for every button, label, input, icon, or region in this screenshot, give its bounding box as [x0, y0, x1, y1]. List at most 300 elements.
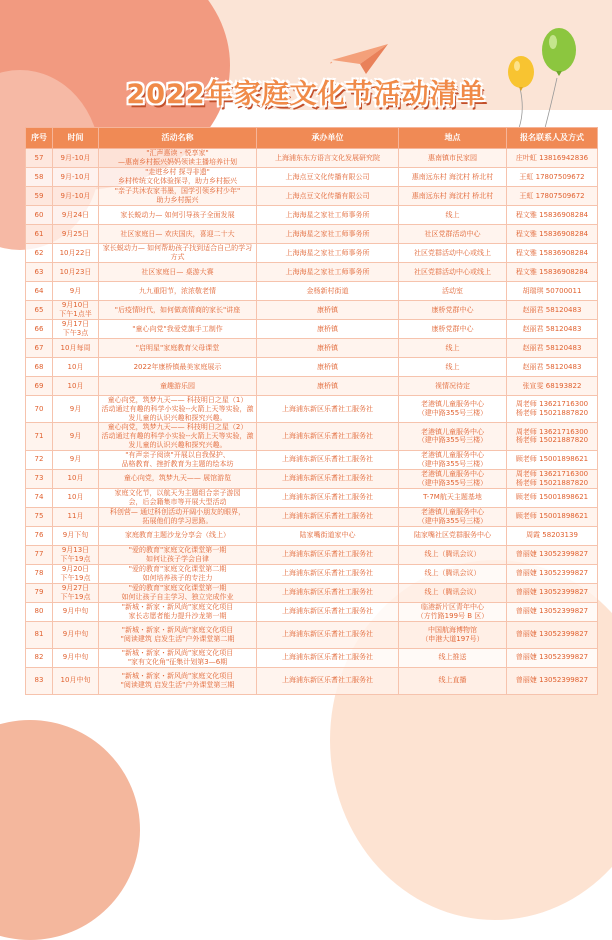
- cell-organizer: [257, 507, 399, 526]
- header-location: 地点: [399, 128, 507, 149]
- cell-location-line: 老港镇儿童服务中心: [421, 400, 484, 409]
- cell-contact-line: 程文雅 15836908284: [515, 267, 589, 276]
- cell-activity-name-line: 家长蜕动力— 如何帮助孩子找到适合自己的学习方式: [102, 244, 253, 261]
- cell-time-line: 9月10日: [61, 301, 90, 310]
- cell-location-line: 社区党群活动中心或线上: [414, 248, 491, 257]
- cell-location-line: （建中路355号三楼）: [417, 409, 488, 418]
- cell-time-line: 9月27日: [61, 583, 90, 592]
- cell-organizer: [257, 206, 399, 225]
- cell-number: 57: [26, 149, 53, 168]
- cell-contact: [507, 507, 598, 526]
- cell-activity-name-line: "新城・新家・新风尚"家庭文化项目: [121, 602, 234, 611]
- cell-contact-line: 杨老师 15021887820: [515, 409, 589, 418]
- cell-time: [53, 358, 99, 377]
- cell-contact: [507, 583, 598, 602]
- cell-contact: [507, 621, 598, 648]
- cell-contact: [507, 602, 598, 621]
- cell-activity-name: [99, 358, 257, 377]
- cell-location-line: 线上直播: [438, 676, 467, 685]
- cell-time: [53, 667, 99, 694]
- cell-organizer-line: 上海海星之家社工师事务所: [285, 248, 370, 257]
- cell-contact-line: 周老师 13621716300: [515, 427, 589, 436]
- cell-location: [399, 450, 507, 469]
- cell-organizer: [257, 526, 399, 545]
- cell-location: [399, 545, 507, 564]
- cell-contact-line: 顾老师 15001898621: [515, 493, 589, 502]
- cell-location: [399, 244, 507, 263]
- cell-activity-name-line: "亲子共沐农家书墨，国学引领乡村少年": [114, 187, 241, 196]
- cell-location: [399, 149, 507, 168]
- cell-location-line: （建中路355号三楼）: [417, 516, 488, 525]
- cell-activity-name: [99, 423, 257, 450]
- cell-organizer-line: 康桥镇: [317, 362, 338, 371]
- cell-number: 82: [26, 648, 53, 667]
- cell-contact-line: 程文雅 15836908284: [515, 248, 589, 257]
- page-title: 2022年家庭文化节活动清单: [126, 79, 486, 110]
- cell-time-line: 9月: [69, 286, 82, 295]
- cell-organizer: [257, 488, 399, 507]
- cell-time: [53, 648, 99, 667]
- cell-location-line: 活动室: [442, 286, 463, 295]
- cell-organizer-line: 金杨新村街道: [306, 286, 349, 295]
- cell-activity-name-line: —惠南乡村振兴妈妈领读主播培养计划: [118, 158, 237, 166]
- cell-location-line: 视情况待定: [435, 381, 470, 390]
- cell-time-line: 10月23日: [59, 267, 92, 276]
- cell-organizer: [257, 450, 399, 469]
- cell-contact: [507, 225, 598, 244]
- cell-activity-name-line: "后疫情时代，如何做高情商的家长"讲座: [114, 305, 241, 314]
- cell-contact: [507, 469, 598, 488]
- cell-time-line: 9月24日: [61, 210, 90, 219]
- cell-location: [399, 648, 507, 667]
- cell-time: [53, 301, 99, 320]
- cell-activity-name-line: 家庭教育主题沙龙分享会（线上）: [125, 531, 230, 540]
- table-row: [26, 206, 598, 225]
- header-activity-name: 活动名称: [99, 128, 257, 149]
- table-row: [26, 507, 598, 526]
- cell-activity-name: [99, 339, 257, 358]
- cell-time: [53, 507, 99, 526]
- cell-organizer: [257, 301, 399, 320]
- cell-location: [399, 358, 507, 377]
- cell-organizer: [257, 667, 399, 694]
- cell-time: [53, 339, 99, 358]
- header-number: 序号: [26, 128, 53, 149]
- cell-activity-name: [99, 244, 257, 263]
- cell-time: [53, 545, 99, 564]
- cell-organizer: [257, 583, 399, 602]
- cell-contact-line: 曾丽婕 13052399827: [515, 588, 589, 597]
- cell-activity-name-line: "启明星"家庭教育父母课堂: [135, 343, 220, 352]
- table-row: [26, 187, 598, 206]
- cell-number: 64: [26, 282, 53, 301]
- cell-contact: [507, 396, 598, 423]
- table-row: [26, 423, 598, 450]
- table-row: [26, 168, 598, 187]
- cell-activity-name-line: 活动通过有趣的科学小实验--火箭上天等实验，激发儿童的认识兴趣和探究兴趣。: [101, 404, 254, 422]
- cell-activity-name: [99, 602, 257, 621]
- cell-activity-name: [99, 396, 257, 423]
- cell-organizer-line: 上海浦东新区乐耆社工服务社: [282, 474, 373, 483]
- cell-location: [399, 526, 507, 545]
- cell-location-line: 线上（腾讯会议）: [424, 588, 481, 597]
- cell-activity-name-line: 童心向党，筑梦九天—— 科技明日之星（2）: [107, 423, 248, 432]
- cell-organizer-line: 上海海星之家社工师事务所: [285, 229, 370, 238]
- cell-activity-name: [99, 621, 257, 648]
- cell-activity-name-line: "阅读建筑 启发生活"户外课堂第三期: [120, 680, 235, 689]
- cell-contact: [507, 282, 598, 301]
- cell-activity-name: [99, 168, 257, 187]
- cell-time: [53, 187, 99, 206]
- cell-activity-name: [99, 526, 257, 545]
- cell-contact: [507, 526, 598, 545]
- cell-number: 63: [26, 263, 53, 282]
- cell-contact-line: 程文雅 15836908284: [515, 229, 589, 238]
- cell-activity-name: [99, 545, 257, 564]
- cell-contact: [507, 244, 598, 263]
- cell-activity-name-line: "爱的教育"家庭文化课堂第一期: [128, 583, 227, 592]
- cell-location-line: 线上: [445, 362, 460, 371]
- cell-organizer-line: 上海浦东新区乐耆社工服务社: [282, 550, 373, 559]
- cell-location-line: （申港大道197号）: [421, 634, 484, 643]
- cell-organizer: [257, 621, 399, 648]
- cell-organizer-line: 上海浦东新区乐耆社工服务社: [282, 569, 373, 578]
- table-row: [26, 583, 598, 602]
- cell-location: [399, 206, 507, 225]
- cell-activity-name: [99, 450, 257, 469]
- table-body: [26, 149, 598, 695]
- table-row: [26, 263, 598, 282]
- cell-time-line: 9月-10月: [60, 191, 91, 200]
- cell-location: [399, 667, 507, 694]
- cell-time: [53, 396, 99, 423]
- cell-contact-line: 曾丽婕 13052399827: [515, 607, 589, 616]
- cell-contact: [507, 301, 598, 320]
- cell-location-line: 惠南镇市民家园: [428, 153, 477, 162]
- cell-organizer-line: 上海点豆文化传播有限公司: [285, 172, 370, 181]
- cell-location-line: 线上: [445, 210, 460, 219]
- table-header-row: [26, 128, 598, 149]
- cell-organizer-line: 康桥镇: [317, 305, 338, 314]
- cell-contact-line: 周老师 13621716300: [515, 400, 589, 409]
- cell-contact: [507, 488, 598, 507]
- cell-organizer: [257, 396, 399, 423]
- cell-organizer: [257, 225, 399, 244]
- cell-organizer-line: 康桥镇: [317, 343, 338, 352]
- cell-location: [399, 423, 507, 450]
- cell-time-line: 9月下旬: [62, 531, 89, 540]
- cell-organizer: [257, 564, 399, 583]
- cell-number: 60: [26, 206, 53, 225]
- cell-activity-name-line: 家长蜕动力— 如何引导孩子全面发展: [120, 210, 235, 219]
- cell-activity-name-line: 如何让孩子自主学习、独立完成作业: [121, 592, 234, 601]
- cell-location: [399, 583, 507, 602]
- activity-table: [25, 127, 598, 695]
- cell-location: [399, 320, 507, 339]
- cell-number: 58: [26, 168, 53, 187]
- cell-organizer: [257, 469, 399, 488]
- cell-organizer: [257, 244, 399, 263]
- cell-activity-name-line: 助力乡村振兴: [156, 196, 199, 204]
- cell-time: [53, 206, 99, 225]
- cell-contact: [507, 263, 598, 282]
- cell-location-line: （方竹路199号 B 区）: [416, 611, 489, 620]
- cell-location: [399, 602, 507, 621]
- background-blob-bottom-left: [0, 720, 140, 940]
- cell-location: [399, 263, 507, 282]
- cell-activity-name-line: 会，后会籍集市等开展大型活动: [128, 497, 227, 506]
- table-row: [26, 564, 598, 583]
- cell-time-line: 下午3点: [62, 329, 89, 337]
- cell-location-line: （建中路355号三楼）: [417, 436, 488, 445]
- cell-location-line: 中国航海博物馆: [428, 625, 477, 634]
- cell-time: [53, 168, 99, 187]
- cell-activity-name-line: 家庭文化节，以航天为主题组合亲子游园: [114, 488, 241, 497]
- cell-contact-line: 顾老师 15001898621: [515, 512, 589, 521]
- cell-number: 73: [26, 469, 53, 488]
- cell-activity-name-line: 童心向党，筑梦九天—— 科技明日之星（1）: [107, 396, 248, 404]
- cell-organizer-line: 康桥镇: [317, 324, 338, 333]
- table-row: [26, 282, 598, 301]
- cell-activity-name-line: 乡村传统文化体验探寻，助力乡村振兴: [118, 177, 237, 185]
- cell-time: [53, 450, 99, 469]
- cell-number: 76: [26, 526, 53, 545]
- cell-activity-name-line: 童趣游乐园: [160, 381, 195, 390]
- cell-location-line: 陆家嘴社区党群服务中心: [414, 531, 491, 540]
- cell-time: [53, 583, 99, 602]
- cell-activity-name: [99, 488, 257, 507]
- cell-number: 67: [26, 339, 53, 358]
- cell-time: [53, 488, 99, 507]
- table-row: [26, 225, 598, 244]
- cell-activity-name: [99, 187, 257, 206]
- cell-contact: [507, 149, 598, 168]
- table-row: [26, 244, 598, 263]
- cell-time: [53, 225, 99, 244]
- cell-location: [399, 621, 507, 648]
- cell-time: [53, 377, 99, 396]
- cell-contact-line: 赵丽君 58120483: [522, 305, 582, 314]
- cell-organizer: [257, 149, 399, 168]
- cell-activity-name-line: "新城・新家・新风尚"家庭文化项目: [121, 648, 234, 657]
- cell-organizer: [257, 648, 399, 667]
- cell-organizer-line: 上海浦东新区乐耆社工服务社: [282, 653, 373, 662]
- cell-time-line: 10月: [67, 381, 84, 390]
- cell-number: 78: [26, 564, 53, 583]
- cell-activity-name: [99, 507, 257, 526]
- cell-organizer: [257, 168, 399, 187]
- cell-location-line: 老港镇儿童服务中心: [421, 469, 484, 478]
- cell-time-line: 9月17日: [61, 320, 90, 329]
- cell-activity-name-line: "家有文化角"征集计划第3—6期: [127, 657, 228, 666]
- table-row: [26, 648, 598, 667]
- table-row: [26, 488, 598, 507]
- cell-location: [399, 301, 507, 320]
- cell-time-line: 10月22日: [59, 248, 92, 257]
- cell-location: [399, 339, 507, 358]
- cell-time: [53, 282, 99, 301]
- cell-time-line: 9月中旬: [62, 630, 89, 639]
- cell-contact: [507, 206, 598, 225]
- cell-number: 83: [26, 667, 53, 694]
- cell-contact-line: 周老师 13621716300: [515, 469, 589, 478]
- cell-activity-name-line: 品格教育、挫折教育为主题的绘本坊: [121, 459, 234, 468]
- table-row: [26, 320, 598, 339]
- cell-time: [53, 423, 99, 450]
- cell-activity-name-line: "有声亲子阅读"开展以自我保护、: [125, 450, 230, 459]
- table-row: [26, 358, 598, 377]
- cell-number: 72: [26, 450, 53, 469]
- cell-number: 62: [26, 244, 53, 263]
- cell-organizer: [257, 423, 399, 450]
- cell-location: [399, 225, 507, 244]
- cell-activity-name: [99, 667, 257, 694]
- cell-activity-name-line: "走进乡村 探寻非遗": [145, 168, 210, 177]
- cell-location: [399, 187, 507, 206]
- cell-time-line: 9月: [69, 455, 82, 464]
- cell-organizer-line: 康桥镇: [317, 381, 338, 390]
- cell-time-line: 9月: [69, 404, 82, 413]
- cell-organizer: [257, 339, 399, 358]
- cell-location-line: 老港镇儿童服务中心: [421, 450, 484, 459]
- cell-location: [399, 168, 507, 187]
- cell-time-line: 10月每周: [60, 343, 91, 352]
- cell-activity-name-line: 活动通过有趣的科学小实验--火箭上天等实验，激发儿童的认识兴趣和探究兴趣。: [101, 432, 254, 449]
- cell-contact: [507, 545, 598, 564]
- cell-location-line: （建中路355号三楼）: [417, 459, 488, 468]
- cell-contact: [507, 423, 598, 450]
- table-row: [26, 545, 598, 564]
- cell-organizer-line: 上海点豆文化传播有限公司: [285, 191, 370, 200]
- cell-location: [399, 507, 507, 526]
- cell-activity-name-line: 社区家庭日— 桌游大赛: [141, 267, 214, 276]
- cell-activity-name-line: 科创营— 通过科创活动开阔小朋友的眼界，: [109, 507, 246, 516]
- cell-contact-line: 胡瑞琪 50700011: [522, 286, 582, 295]
- cell-number: 59: [26, 187, 53, 206]
- cell-organizer: [257, 358, 399, 377]
- cell-organizer-line: 上海浦东新区乐耆社工服务社: [282, 512, 373, 521]
- cell-activity-name-line: 九九重阳节，浓浓敬老情: [139, 286, 216, 295]
- cell-organizer: [257, 187, 399, 206]
- cell-organizer: [257, 320, 399, 339]
- cell-time: [53, 263, 99, 282]
- cell-time-line: 9月20日: [61, 564, 90, 573]
- cell-time-line: 10月: [67, 493, 84, 502]
- cell-contact: [507, 187, 598, 206]
- cell-contact: [507, 564, 598, 583]
- cell-contact: [507, 168, 598, 187]
- cell-number: 77: [26, 545, 53, 564]
- table-row: [26, 469, 598, 488]
- cell-contact-line: 杨老师 15021887820: [515, 436, 589, 445]
- cell-contact-line: 王虹 17807509672: [519, 191, 585, 200]
- cell-organizer-line: 上海海星之家社工师事务所: [285, 267, 370, 276]
- cell-number: 70: [26, 396, 53, 423]
- cell-location: [399, 377, 507, 396]
- cell-time: [53, 621, 99, 648]
- cell-organizer: [257, 377, 399, 396]
- cell-contact-line: 赵丽君 58120483: [522, 362, 582, 371]
- cell-contact-line: 曾丽婕 13052399827: [515, 653, 589, 662]
- cell-location-line: 康桥党群中心: [431, 324, 474, 333]
- cell-location-line: 临港新片区青年中心: [421, 602, 484, 611]
- cell-organizer-line: 上海海星之家社工师事务所: [285, 210, 370, 219]
- cell-activity-name: [99, 263, 257, 282]
- cell-activity-name: [99, 149, 257, 168]
- cell-number: 61: [26, 225, 53, 244]
- cell-activity-name-line: "爱的教育"家庭文化课堂第二期: [128, 564, 227, 573]
- cell-time: [53, 469, 99, 488]
- cell-activity-name: [99, 282, 257, 301]
- cell-location: [399, 488, 507, 507]
- cell-time-line: 下午19点: [60, 554, 91, 563]
- cell-organizer: [257, 282, 399, 301]
- cell-contact-line: 曾丽婕 13052399827: [515, 630, 589, 639]
- cell-time: [53, 320, 99, 339]
- cell-time-line: 10月: [67, 474, 84, 483]
- cell-location-line: 线上推送: [438, 653, 467, 662]
- cell-activity-name-line: 拓展他们的学习思路。: [142, 516, 213, 525]
- header-contact: 报名联系人及方式: [507, 128, 598, 149]
- cell-activity-name-line: 如何培养孩子的专注力: [142, 573, 213, 582]
- cell-activity-name: [99, 301, 257, 320]
- cell-time: [53, 564, 99, 583]
- cell-organizer: [257, 545, 399, 564]
- cell-contact-line: 程文雅 15836908284: [515, 210, 589, 219]
- cell-location-line: （建中路355号三楼）: [417, 478, 488, 487]
- cell-activity-name-line: "阅读建筑 启发生活"户外课堂第二期: [120, 634, 235, 643]
- cell-organizer-line: 上海浦东新区乐耆社工服务社: [282, 432, 373, 440]
- cell-time-line: 9月: [69, 432, 82, 440]
- cell-activity-name: [99, 648, 257, 667]
- cell-time-line: 下午1点半: [59, 310, 92, 318]
- table-row: [26, 450, 598, 469]
- cell-location-line: T-7M航天主题基地: [423, 493, 482, 502]
- cell-activity-name: [99, 469, 257, 488]
- cell-activity-name-line: "新城・新家・新风尚"家庭文化项目: [121, 625, 234, 634]
- cell-location-line: 社区党群活动中心或线上: [414, 267, 491, 276]
- cell-number: 69: [26, 377, 53, 396]
- cell-contact: [507, 320, 598, 339]
- cell-contact: [507, 339, 598, 358]
- cell-activity-name-line: "汇声惠读・悦享家": [146, 149, 209, 158]
- cell-number: 74: [26, 488, 53, 507]
- cell-location-line: 线上（腾讯会议）: [424, 550, 481, 559]
- cell-time-line: 11月: [67, 512, 84, 521]
- cell-location: [399, 396, 507, 423]
- cell-contact: [507, 450, 598, 469]
- cell-time-line: 9月-10月: [60, 172, 91, 181]
- table-row: [26, 377, 598, 396]
- table-row: [26, 339, 598, 358]
- cell-organizer-line: 上海浦东新区乐耆社工服务社: [282, 676, 373, 685]
- header-time: 时间: [53, 128, 99, 149]
- cell-number: 68: [26, 358, 53, 377]
- cell-time: [53, 602, 99, 621]
- cell-time-line: 9月25日: [61, 229, 90, 238]
- cell-organizer-line: 上海浦东东方语言文化发展研究院: [275, 153, 380, 162]
- table-row: [26, 621, 598, 648]
- cell-location-line: 惠南远东村 海沈村 桥北村: [411, 191, 494, 200]
- cell-time-line: 9月中旬: [62, 653, 89, 662]
- table-row: [26, 602, 598, 621]
- cell-location: [399, 469, 507, 488]
- cell-number: 79: [26, 583, 53, 602]
- cell-contact: [507, 667, 598, 694]
- cell-time-line: 9月13日: [61, 545, 90, 554]
- cell-contact: [507, 358, 598, 377]
- cell-activity-name: [99, 225, 257, 244]
